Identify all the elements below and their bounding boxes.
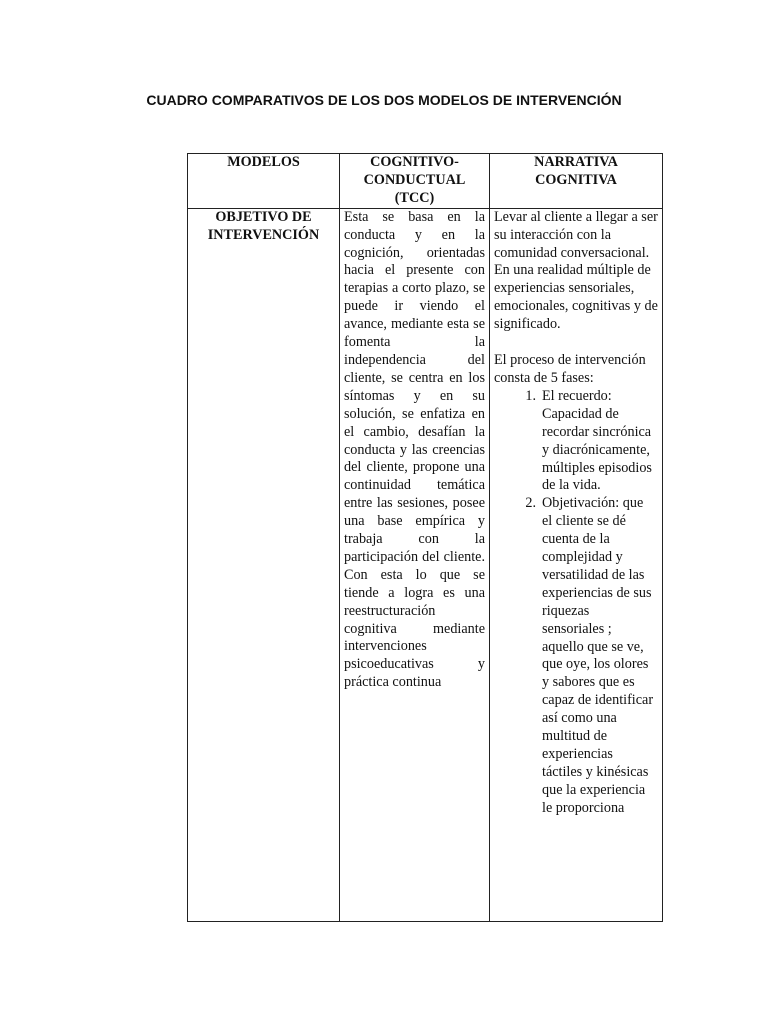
table-header-row — [188, 154, 663, 209]
comparison-table — [187, 153, 663, 922]
list-item — [494, 388, 658, 495]
header-tcc: COGNITIVO-CONDUCTUAL (TCC) — [340, 154, 490, 209]
narrative-intro: Levar al cliente a llegar a ser su interacción con la comunidad conversacional. En una realidad múltiple de experiencias sensoriales, emocionales, cognitivas y de significado. — [494, 208, 658, 333]
phase-number: 2. — [525, 495, 536, 512]
page-title: CUADRO COMPARATIVOS DE LOS DOS MODELOS DE INTERVENCIÓN — [146, 92, 622, 108]
phase-text: El recuerdo: Capacidad de recordar sincrónica y diacrónicamente, múltiples episodios de la vida. — [542, 387, 652, 494]
tcc-objective-text: Esta se basa en la conducta y en la cognición, orientadas hacia el presente con terapias a corto plazo, se puede ir viendo el avance, mediante esta se fomenta la independencia del cliente, se centra en los síntomas y en su solución, se enfatiza en el cambio, desafían la conducta y las creencias del cliente, propone una continuidad temática entre las sesiones, posee una base empírica y trabaja con la participación del cliente. Con esta lo que se tiende a logra es una reestructuración cognitiva mediante intervenciones psicoeducativas y práctica continua — [340, 208, 490, 921]
phases-list — [494, 388, 658, 818]
narrative-objective-cell — [490, 208, 663, 921]
phase-number: 1. — [525, 387, 536, 404]
header-narrative: NARRATIVA COGNITIVA — [490, 154, 663, 209]
phase-text: Objetivación: que el cliente se dé cuenta de la complejidad y versatilidad de las experiencias de sus riquezas sensoriales ; aquello que se ve, que oye, los olores y sabores que es capaz de identificar así como una multitud de experiencias táctiles y kinésicas que la experiencia le proporciona — [542, 495, 654, 816]
narrative-process: El proceso de intervención consta de 5 fases: — [494, 352, 646, 386]
row-label-objective: OBJETIVO DE INTERVENCIÓN — [188, 208, 340, 921]
header-models: MODELOS — [188, 154, 340, 209]
list-item — [494, 495, 658, 817]
table-row-objective — [188, 208, 663, 921]
